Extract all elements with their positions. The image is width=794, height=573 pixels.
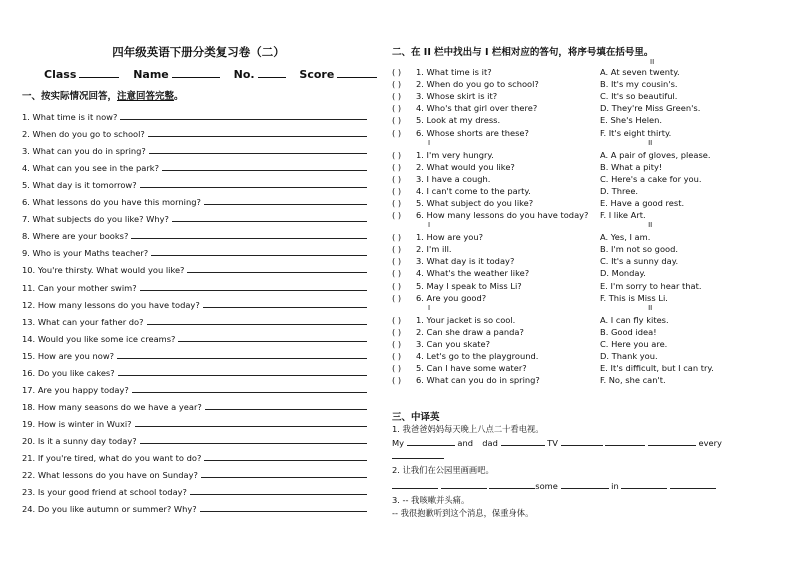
column-ii-answer: E. I'm sorry to hear that. (600, 280, 702, 291)
matching-row (392, 314, 737, 326)
matching-row (392, 173, 737, 185)
answer-bracket[interactable]: ( ) (392, 363, 402, 374)
word: and (457, 438, 473, 448)
answer-bracket[interactable]: ( ) (392, 197, 402, 208)
matching-row (392, 161, 737, 173)
column-ii-answer: C. It's a sunny day. (600, 256, 679, 267)
answer-line[interactable] (190, 494, 367, 495)
column-i-mark: I (428, 221, 431, 230)
answer-line[interactable] (200, 511, 367, 512)
column-i-question: 3. What day is it today? (416, 256, 515, 267)
word: dad (482, 438, 498, 448)
question-item (22, 105, 367, 122)
translation-q1-chinese: 1. 我爸爸妈妈每天晚上八点二十看电视。 (392, 424, 544, 434)
column-ii-answer: E. Have a good rest. (600, 197, 685, 208)
question-text: 19. How is winter in Wuxi? (22, 418, 132, 429)
column-ii-mark: II (648, 138, 653, 147)
question-item (22, 258, 367, 275)
column-ii-answer: C. It's so beautiful. (600, 91, 678, 102)
question-item (22, 395, 367, 412)
question-item (22, 173, 367, 190)
column-i-question: 5. Look at my dress. (416, 115, 501, 126)
matching-row (392, 374, 737, 386)
matching-row (392, 197, 737, 209)
matching-row (392, 102, 737, 114)
class-label: Class (44, 68, 77, 81)
matching-row (392, 362, 737, 374)
answer-bracket[interactable]: ( ) (392, 338, 402, 349)
name-field[interactable] (172, 66, 220, 78)
column-i-mark: I (428, 138, 431, 147)
answer-line[interactable] (187, 272, 367, 273)
matching-row (392, 90, 737, 102)
column-ii-answer: E. She's Helen. (600, 115, 663, 126)
answer-bracket[interactable]: ( ) (392, 256, 402, 267)
question-text: 22. What lessons do you have on Sunday? (22, 470, 198, 481)
column-i-question: 6. How many lessons do you have today? (416, 210, 589, 221)
column-ii-answer: D. Monday. (600, 268, 646, 279)
question-item (22, 275, 367, 292)
answer-line[interactable] (204, 460, 367, 461)
translation-q2-answer-line (392, 480, 716, 491)
answer-bracket[interactable]: ( ) (392, 268, 402, 279)
question-text: 11. Can your mother swim? (22, 282, 137, 293)
column-ii-answer: B. What a pity! (600, 161, 663, 172)
answer-blank[interactable] (648, 437, 696, 446)
column-i-question: 2. What would you like? (416, 161, 515, 172)
matching-row (392, 231, 737, 243)
answer-bracket[interactable]: ( ) (392, 115, 402, 126)
score-label: Score (299, 68, 335, 81)
answer-line[interactable] (140, 443, 367, 444)
column-i-question: 4. Who's that girl over there? (416, 103, 538, 114)
answer-bracket[interactable]: ( ) (392, 292, 402, 303)
answer-line[interactable] (135, 426, 367, 427)
question-text: 9. Who is your Maths teacher? (22, 248, 149, 259)
section3-heading: 三、中译英 (392, 412, 440, 423)
question-item (22, 224, 367, 241)
no-label: No. (233, 68, 255, 81)
question-item (22, 344, 367, 361)
column-i-question: 4. Let's go to the playground. (416, 351, 539, 362)
column-ii-mark: II (650, 58, 655, 66)
column-ii-answer: A. Yes, I am. (600, 232, 651, 243)
answer-bracket[interactable]: ( ) (392, 127, 402, 138)
answer-bracket[interactable]: ( ) (392, 232, 402, 243)
column-i-question: 2. Can she draw a panda? (416, 326, 524, 337)
question-item (22, 480, 367, 497)
answer-bracket[interactable]: ( ) (392, 375, 402, 386)
matching-group (392, 58, 737, 139)
answer-line[interactable] (117, 358, 367, 359)
answer-line[interactable] (172, 221, 367, 222)
question-text: 15. How are you now? (22, 350, 115, 361)
name-label: Name (133, 68, 169, 81)
translation-q3-line1: 3. -- 我咳嗽并头痛。 (392, 495, 470, 505)
section1-heading-emphasis: 注意回答完整 (117, 91, 175, 102)
answer-blank[interactable] (392, 480, 438, 489)
question-text: 5. What day is it tomorrow? (22, 180, 137, 191)
answer-bracket[interactable]: ( ) (392, 326, 402, 337)
answer-bracket[interactable]: ( ) (392, 210, 402, 221)
column-i-question: 2. When do you go to school? (416, 79, 539, 90)
question-item (22, 207, 367, 224)
matching-row (392, 185, 737, 197)
answer-bracket[interactable]: ( ) (392, 185, 402, 196)
column-ii-answer: A. I can fly kites. (600, 314, 669, 325)
column-i-question: 6. What can you do in spring? (416, 375, 540, 386)
question-text: 13. What can your father do? (22, 316, 144, 327)
question-item (22, 241, 367, 258)
answer-line[interactable] (132, 392, 367, 393)
column-ii-answer: F. This is Miss Li. (600, 292, 668, 303)
section1-heading-suffix: 。 (174, 91, 184, 102)
column-ii-answer: A. At seven twenty. (600, 67, 680, 78)
question-text: 24. Do you like autumn or summer? Why? (22, 504, 197, 515)
column-i-question: 5. Can I have some water? (416, 363, 527, 374)
translation-q1-answer-line (392, 437, 722, 448)
matching-row (392, 114, 737, 126)
answer-blank[interactable] (561, 480, 609, 489)
answer-blank[interactable] (670, 480, 716, 489)
no-field[interactable] (258, 66, 286, 78)
section1-heading-prefix: 一、按实际情况回答， (22, 91, 118, 102)
answer-bracket[interactable]: ( ) (392, 79, 402, 90)
column-ii-answer: B. It's my cousin's. (600, 79, 678, 90)
answer-blank[interactable] (621, 480, 667, 489)
question-item (22, 361, 367, 378)
column-i-mark: I (428, 303, 431, 312)
question-text: 4. What can you see in the park? (22, 163, 160, 174)
answer-line[interactable] (140, 187, 367, 188)
answer-line[interactable] (118, 375, 367, 376)
answer-bracket[interactable]: ( ) (392, 173, 402, 184)
word: My (392, 438, 405, 448)
class-field[interactable] (79, 66, 119, 78)
answer-blank[interactable] (605, 437, 645, 446)
column-i-question: 5. May I speak to Miss Li? (416, 280, 522, 291)
column-i-question: 6. Are you good? (416, 292, 487, 303)
question-text: 17. Are you happy today? (22, 384, 129, 395)
matching-row (392, 209, 737, 221)
answer-line[interactable] (201, 477, 367, 478)
question-text: 7. What subjects do you like? Why? (22, 214, 169, 225)
word: every (698, 438, 722, 448)
question-item (22, 122, 367, 139)
matching-row (392, 280, 737, 292)
answer-bracket[interactable]: ( ) (392, 161, 402, 172)
question-item (22, 463, 367, 480)
column-ii-answer: D. They're Miss Green's. (600, 103, 701, 114)
answer-line[interactable] (147, 324, 367, 325)
answer-line[interactable] (162, 170, 367, 171)
answer-line[interactable] (205, 409, 367, 410)
question-text: 23. Is your good friend at school today? (22, 487, 187, 498)
answer-line[interactable] (120, 119, 367, 120)
question-item (22, 139, 367, 156)
page-title: 四年级英语下册分类复习卷（二） (112, 45, 285, 59)
question-text: 6. What lessons do you have this morning? (22, 197, 201, 208)
answer-bracket[interactable]: ( ) (392, 314, 402, 325)
answer-bracket[interactable]: ( ) (392, 103, 402, 114)
question-text: 20. Is it a sunny day today? (22, 435, 137, 446)
matching-row (392, 350, 737, 362)
question-item (22, 327, 367, 344)
question-item (22, 497, 367, 514)
answer-bracket[interactable]: ( ) (392, 244, 402, 255)
matching-row (392, 338, 737, 350)
question-text: 21. If you're tired, what do you want to do? (22, 452, 202, 463)
question-item (22, 310, 367, 327)
answer-blank[interactable] (407, 437, 455, 446)
column-i-question: 5. What subject do you like? (416, 197, 534, 208)
answer-blank[interactable] (489, 480, 535, 489)
column-i-question: 1. How are you? (416, 232, 483, 243)
matching-row (392, 149, 737, 161)
matching-group (392, 221, 737, 304)
translation-q2-chinese: 2. 让我们在公园里画画吧。 (392, 465, 494, 475)
answer-line[interactable] (151, 255, 367, 256)
question-item (22, 412, 367, 429)
column-ii-answer: F. It's eight thirty. (600, 127, 672, 138)
column-ii-mark: II (648, 221, 653, 230)
question-item (22, 429, 367, 446)
column-i-question: 6. Whose shorts are these? (416, 127, 529, 138)
answer-bracket[interactable]: ( ) (392, 351, 402, 362)
matching-area (392, 58, 737, 386)
answer-blank[interactable] (441, 480, 487, 489)
answer-line[interactable] (131, 238, 367, 239)
answer-blank[interactable] (561, 437, 603, 446)
column-i-question: 3. I have a cough. (416, 173, 491, 184)
answer-bracket[interactable]: ( ) (392, 280, 402, 291)
word: TV (547, 438, 558, 448)
translation-q3-line2: -- 我很抱歉听到这个消息，保重身体。 (392, 508, 534, 518)
matching-row (392, 78, 737, 90)
matching-row (392, 326, 737, 338)
column-ii-answer: F. I like Art. (600, 210, 646, 221)
column-i-question: 1. Your jacket is so cool. (416, 314, 516, 325)
matching-row (392, 126, 737, 138)
answer-bracket[interactable]: ( ) (392, 149, 402, 160)
column-i-question: 2. I'm ill. (416, 244, 452, 255)
column-ii-answer: A. A pair of gloves, please. (600, 149, 711, 160)
question-text: 18. How many seasons do we have a year? (22, 401, 202, 412)
question-text: 2. When do you go to school? (22, 129, 145, 140)
answer-bracket[interactable]: ( ) (392, 91, 402, 102)
answer-line[interactable] (203, 307, 367, 308)
matching-row (392, 243, 737, 255)
column-i-question: 4. I can't come to the party. (416, 185, 531, 196)
answer-bracket[interactable]: ( ) (392, 67, 402, 78)
column-i-question: 3. Can you skate? (416, 338, 491, 349)
word: some (535, 481, 558, 491)
answer-line[interactable] (148, 136, 367, 137)
column-ii-mark: II (648, 303, 653, 312)
column-ii-answer: D. Three. (600, 185, 639, 196)
column-i-question: 4. What's the weather like? (416, 268, 530, 279)
answer-blank[interactable] (501, 437, 545, 446)
answer-line[interactable] (149, 153, 367, 154)
column-ii-answer: F. No, she can't. (600, 375, 666, 386)
score-field[interactable] (337, 66, 377, 78)
matching-row (392, 292, 737, 304)
question-item (22, 378, 367, 395)
column-ii-answer: C. Here you are. (600, 338, 668, 349)
question-text: 12. How many lessons do you have today? (22, 299, 200, 310)
question-item (22, 446, 367, 463)
question-text: 10. You're thirsty. What would you like? (22, 265, 185, 276)
column-ii-answer: E. It's difficult, but I can try. (600, 363, 714, 374)
question-text: 1. What time is it now? (22, 112, 118, 123)
column-i-question: 3. Whose skirt is it? (416, 91, 498, 102)
word: in (611, 481, 619, 491)
question-text: 3. What can you do in spring? (22, 146, 146, 157)
column-ii-answer: D. Thank you. (600, 351, 658, 362)
matching-group (392, 139, 737, 222)
student-info-row (44, 66, 377, 81)
question-text: 14. Would you like some ice creams? (22, 333, 176, 344)
column-ii-answer: B. I'm not so good. (600, 244, 678, 255)
question-item (22, 190, 367, 207)
answer-line[interactable] (140, 290, 367, 291)
matching-row (392, 267, 737, 279)
matching-row (392, 66, 737, 78)
question-text: 8. Where are your books? (22, 231, 129, 242)
question-text: 16. Do you like cakes? (22, 367, 115, 378)
matching-row (392, 255, 737, 267)
question-item (22, 293, 367, 310)
section1-heading (22, 88, 184, 102)
question-item (22, 156, 367, 173)
question-list (22, 105, 367, 514)
matching-group (392, 304, 737, 387)
translation-q1-continuation (392, 450, 444, 461)
column-ii-answer: C. Here's a cake for you. (600, 173, 702, 184)
column-ii-answer: B. Good idea! (600, 326, 657, 337)
answer-blank[interactable] (392, 450, 444, 459)
answer-line[interactable] (178, 341, 367, 342)
answer-line[interactable] (204, 204, 367, 205)
column-i-question: 1. What time is it? (416, 67, 492, 78)
column-i-question: 1. I'm very hungry. (416, 149, 494, 160)
section2-heading: 二、在 II 栏中找出与 I 栏相对应的答句，将序号填在括号里。 (392, 47, 654, 58)
